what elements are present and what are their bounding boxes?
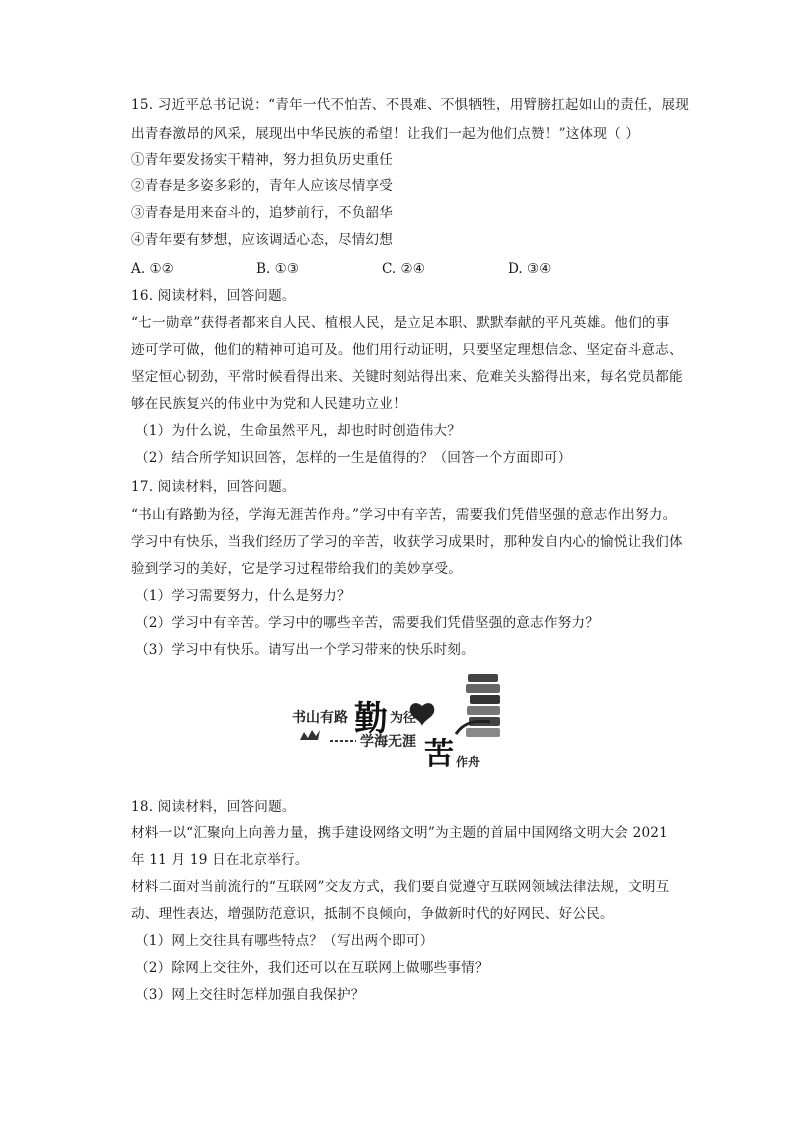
banner-text-weijing: 为径 xyxy=(390,711,417,726)
q15-statement-2: ②青春是多姿多彩的，青年人应该尽情享受 xyxy=(131,178,394,194)
q17-heading: 17. 阅读材料，回答问题。 xyxy=(131,479,296,495)
q16-subquestion-1: （1）为什么说，生命虽然平凡，却也时时创造伟大？ xyxy=(135,423,462,439)
q15-statement-3: ③青春是用来奋斗的，追梦前行，不负韶华 xyxy=(131,205,394,221)
banner-text-xuehai: 学海无涯 xyxy=(360,734,416,750)
q18-subquestion-2: （2）除网上交往外，我们还可以在互联网上做哪些事情？ xyxy=(135,960,489,976)
q18-material1-line1: 材料一以“汇聚向上向善力量，携手建设网络文明”为主题的首届中国网络文明大会 2021 xyxy=(131,825,668,841)
q16-subquestion-2: （2）结合所学知识回答，怎样的一生是值得的？（回答一个方面即可） xyxy=(135,450,572,466)
q17-subquestion-1: （1）学习需要努力，什么是努力？ xyxy=(135,588,351,604)
q18-subquestion-1: （1）网上交往具有哪些特点？（写出两个即可） xyxy=(135,933,434,949)
banner-text-zuozhou: 作舟 xyxy=(456,755,481,769)
choice-a: A. ①② xyxy=(131,261,174,277)
q18-material1-line2: 年 11 月 19 日在北京举行。 xyxy=(131,852,309,868)
banner-text-qin: 勤 xyxy=(354,699,388,739)
book-stack-icon xyxy=(456,674,500,737)
q17-material-line2: 学习中有快乐，当我们经历了学习的辛苦，收获学习成果时，那种发自内心的愉悦让我们体 xyxy=(131,534,683,550)
proverb-banner-image xyxy=(286,670,508,774)
q16-material-line1: “七一勋章”获得者都来自人民、植根人民，是立足本职、默默奉献的平凡英雄。他们的事 xyxy=(131,315,670,331)
choice-d: D. ③④ xyxy=(508,261,552,277)
choice-c: C. ②④ xyxy=(382,261,425,277)
q18-heading: 18. 阅读材料，回答问题。 xyxy=(131,799,296,815)
q17-subquestion-3: （3）学习中有快乐。请写出一个学习带来的快乐时刻。 xyxy=(135,642,475,658)
choice-b: B. ①③ xyxy=(256,261,300,277)
q16-material-line4: 够在民族复兴的伟业中为党和人民建功立业！ xyxy=(131,396,407,412)
q15-statement-4: ④青年要有梦想，应该调适心态，尽情幻想 xyxy=(131,232,394,248)
banner-text-ku: 苦 xyxy=(424,737,454,772)
q15-stem-line1: 15. 习近平总书记说：“青年一代不怕苦、不畏难、不惧牺牲，用臂膀扛起如山的责任，展现 xyxy=(131,97,690,113)
crown-ornament-icon xyxy=(300,730,320,740)
q18-subquestion-3: （3）网上交往时怎样加强自我保护？ xyxy=(135,987,365,1003)
q15-statement-1: ①青年要发扬实干精神，努力担负历史重任 xyxy=(131,152,394,168)
q18-material2-line2: 动、理性表达，增强防范意识，抵制不良倾向，争做新时代的好网民、好公民。 xyxy=(131,906,614,922)
q16-material-line2: 迹可学可做，他们的精神可追可及。他们用行动证明，只要坚定理想信念、坚定奋斗意志、 xyxy=(131,342,683,358)
banner-text-shushan: 书山有路 xyxy=(292,710,348,726)
q15-answer-choices xyxy=(131,259,691,279)
q17-subquestion-2: （2）学习中有辛苦。学习中的哪些辛苦，需要我们凭借坚强的意志作努力？ xyxy=(135,615,600,631)
q18-material2-line1: 材料二面对当前流行的“互联网”交友方式，我们要自觉遵守互联网领域法律法规，文明互 xyxy=(131,879,670,895)
q15-stem-line2: 出青春激昂的风采，展现出中华民族的希望！让我们一起为他们点赞！”这体现（ ） xyxy=(131,126,640,142)
q16-heading: 16. 阅读材料，回答问题。 xyxy=(131,288,296,304)
q17-material-line1: “书山有路勤为径，学海无涯苦作舟。”学习中有辛苦，需要我们凭借坚强的意志作出努力。 xyxy=(131,507,677,523)
q16-material-line3: 坚定恒心韧劲，平常时候看得出来、关键时刻站得出来、危难关头豁得出来，每名党员都能 xyxy=(131,369,683,385)
q17-material-line3: 验到学习的美好，它是学习过程带给我们的美妙享受。 xyxy=(131,561,463,577)
